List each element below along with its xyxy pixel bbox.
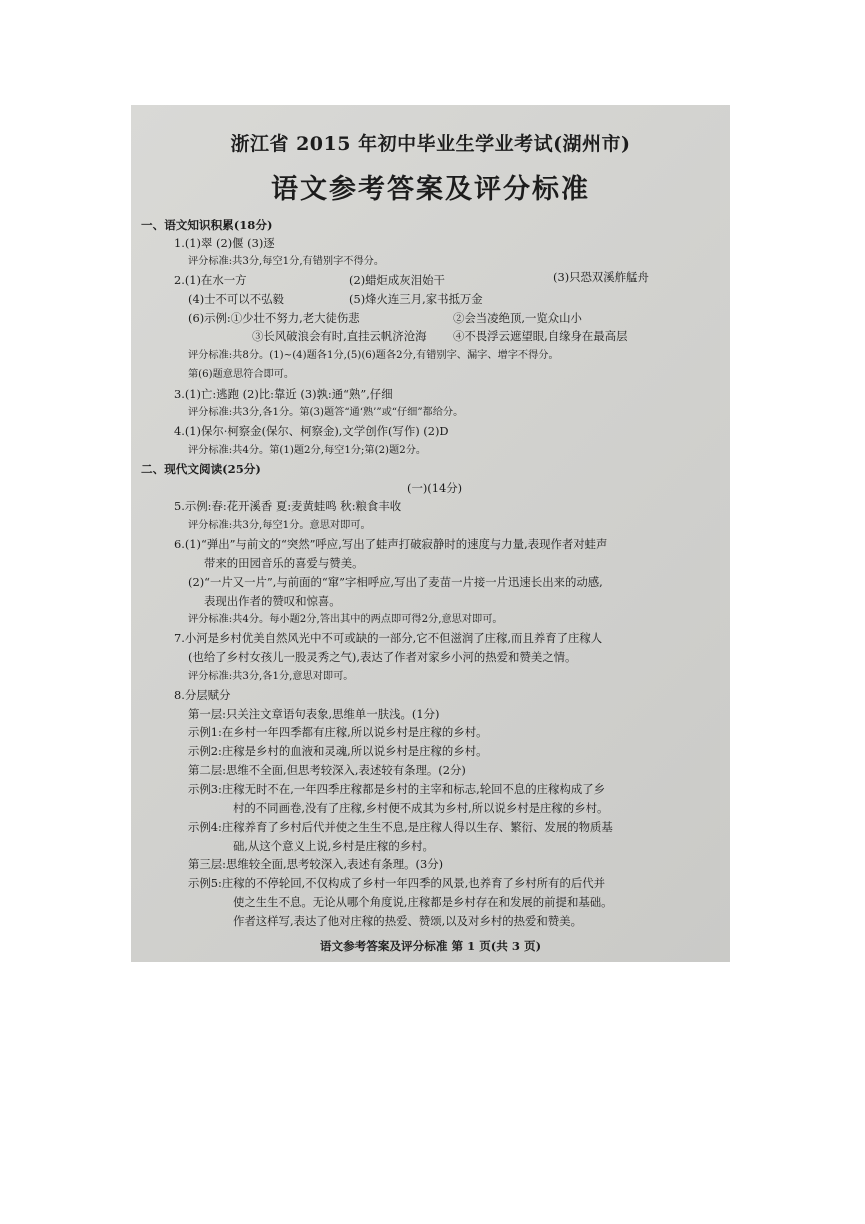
answer-line: 作者这样写,表达了他对庄稼的热爱、赞颂,以及对乡村的热爱和赞美。 [233, 914, 582, 928]
answer-line: 使之生生不息。无论从哪个角度说,庄稼都是乡村存在和发展的前提和基础。 [233, 895, 613, 909]
answer-line: 2.(1)在水一方 [174, 273, 247, 287]
answer-line: 示例5:庄稼的不停轮回,不仅构成了乡村一年四季的风景,也养育了乡村所有的后代并 [188, 876, 606, 890]
answer-line: (4)士不可以不弘毅 [188, 292, 284, 306]
answer-line: 5.示例:春:花开溪香 夏:麦黄蛙鸣 秋:粮食丰收 [174, 499, 402, 513]
answer-line: 7.小河是乡村优美自然风光中不可或缺的一部分,它不但滋润了庄稼,而且养育了庄稼人 [174, 631, 603, 645]
answer-line: 6.(1)“弹出”与前文的“突然”呼应,写出了蛙声打破寂静时的速度与力量,表现作者对蛙声 [174, 537, 608, 551]
answer-line: 第二层:思维不全面,但思考较深入,表述较有条理。(2分) [188, 763, 466, 777]
answer-line: 示例1:在乡村一年四季都有庄稼,所以说乡村是庄稼的乡村。 [188, 725, 488, 739]
answer-line: 村的不同画卷,没有了庄稼,乡村便不成其为乡村,所以说乡村是庄稼的乡村。 [233, 801, 609, 815]
answer-line: 表现出作者的赞叹和惊喜。 [204, 594, 341, 608]
answer-line: ②会当凌绝顶,一览众山小 [453, 311, 582, 325]
answer-line: (一)(14分) [407, 481, 463, 495]
document-title: 语文参考答案及评分标准 [271, 174, 590, 205]
scoring-note: 评分标准:共3分,各1分,意思对即可。 [188, 671, 354, 682]
answer-line: (也给了乡村女孩儿一股灵秀之气),表达了作者对家乡小河的热爱和赞美之情。 [188, 650, 577, 664]
answer-line: ③长风破浪会有时,直挂云帆济沧海 [252, 329, 427, 343]
answer-line: (6)示例:①少壮不努力,老大徒伤悲 [188, 311, 360, 325]
scoring-note: 评分标准:共8分。(1)~(4)题各1分,(5)(6)题各2分,有错别字、漏字、增字不得分。 [188, 350, 559, 361]
scoring-note: 第(6)题意思符合即可。 [188, 369, 295, 380]
section-heading: 一、语文知识积累(18分) [141, 218, 273, 232]
answer-line: 示例3:庄稼无时不在,一年四季庄稼都是乡村的主宰和标志,轮回不息的庄稼构成了乡 [188, 782, 606, 796]
answer-line: (3)只恐双溪舴艋舟 [553, 270, 649, 284]
answer-line: (5)烽火连三月,家书抵万金 [349, 292, 483, 306]
scoring-note: 评分标准:共4分。每小题2分,答出其中的两点即可得2分,意思对即可。 [188, 614, 503, 625]
answer-line: (2)蜡炬成灰泪始干 [349, 273, 445, 287]
answer-line: 第一层:只关注文章语句表象,思维单一肤浅。(1分) [188, 707, 440, 721]
answer-line: 4.(1)保尔·柯察金(保尔、柯察金),文学创作(写作) (2)D [174, 424, 449, 438]
section-heading: 二、现代文阅读(25分) [141, 462, 261, 476]
scoring-note: 评分标准:共3分,每空1分。意思对即可。 [188, 520, 371, 531]
answer-line: 示例2:庄稼是乡村的血液和灵魂,所以说乡村是庄稼的乡村。 [188, 744, 488, 758]
scanned-page [131, 105, 730, 962]
scoring-note: 评分标准:共3分,每空1分,有错别字不得分。 [188, 256, 385, 267]
scoring-note: 评分标准:共4分。第(1)题2分,每空1分;第(2)题2分。 [188, 445, 427, 456]
answer-line: 础,从这个意义上说,乡村是庄稼的乡村。 [233, 839, 434, 853]
answer-line: ④不畏浮云遮望眼,自缘身在最高层 [453, 329, 628, 343]
answer-line: (2)“一片又一片”,与前面的“窜”字相呼应,写出了麦苗一片接一片迅速长出来的动感, [188, 575, 603, 589]
page-footer: 语文参考答案及评分标准 第 1 页(共 3 页) [319, 939, 542, 953]
answer-line: 第三层:思维较全面,思考较深入,表述有条理。(3分) [188, 857, 444, 871]
answer-line: 8.分层赋分 [174, 688, 231, 702]
answer-line: 1.(1)翠 (2)偃 (3)逐 [174, 236, 275, 250]
answer-line: 示例4:庄稼养育了乡村后代并使之生生不息,是庄稼人得以生存、繁衍、发展的物质基 [188, 820, 613, 834]
answer-line: 带来的田园音乐的喜爱与赞美。 [204, 556, 364, 570]
exam-title: 浙江省 2015 年初中毕业生学业考试(湖州市) [230, 133, 631, 155]
scoring-note: 评分标准:共3分,各1分。第(3)题答“通‘熟’”或“仔细”都给分。 [188, 407, 464, 418]
answer-line: 3.(1)亡:逃跑 (2)比:靠近 (3)孰:通“熟”,仔细 [174, 387, 393, 401]
